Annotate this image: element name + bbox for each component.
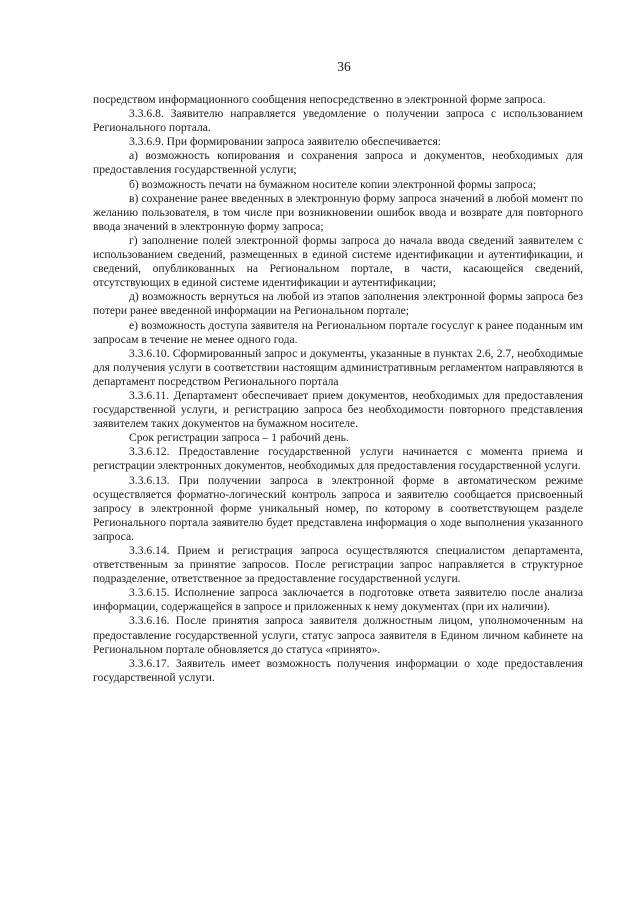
paragraph: 3.3.6.12. Предоставление государственной услуги начинается с момента приема и регистрации электронных документов, необходимых для предоставления государственной услуги. bbox=[93, 445, 583, 473]
paragraph: а) возможность копирования и сохранения запроса и документов, необходимых для предоставления государственной услуги; bbox=[93, 149, 583, 177]
paragraph: 3.3.6.11. Департамент обеспечивает прием документов, необходимых для предоставления государственной услуги, и регистрацию запроса без необходимости повторного представления заявителем таких документов на бумажном носителе. bbox=[93, 388, 583, 431]
paragraph: е) возможность доступа заявителя на Региональном портале госуслуг к ранее поданным им запросам в течение не менее одного года. bbox=[93, 318, 583, 346]
paragraph: 3.3.6.13. При получении запроса в электронной форме в автоматическом режиме осуществляется форматно-логический контроль запроса и заявителю сообщается присвоенный запросу в электронной форме уникальный номер, по которому в соответствующем разделе Регионального портала заявителю будет представлена информация о ходе выполнения указанного запроса. bbox=[93, 473, 583, 543]
paragraph: 3.3.6.15. Исполнение запроса заключается в подготовке ответа заявителю после анализа информации, содержащейся в запросе и приложенных к нему документах (при их наличии). bbox=[93, 586, 583, 614]
paragraph: г) заполнение полей электронной формы запроса до начала ввода сведений заявителем с использованием сведений, размещенных в единой системе идентификации и аутентификации, и сведений, опубликованных на Региональном портале, в части, касающейся сведений, отсутствующих в единой системе идентификации и аутентификации; bbox=[93, 233, 583, 290]
paragraph: д) возможность вернуться на любой из этапов заполнения электронной формы запроса без потери ранее введенной информации на Региональном портале; bbox=[93, 290, 583, 318]
paragraph: б) возможность печати на бумажном носителе копии электронной формы запроса; bbox=[129, 177, 537, 191]
paragraph: 3.3.6.14. Прием и регистрация запроса осуществляются специалистом департамента, ответственным за принятие запросов. После регистрации запрос направляется в структурное подразделение, ответственное за предоставление государственной услуги. bbox=[93, 544, 583, 586]
document-body bbox=[93, 93, 583, 685]
page-number: 36 bbox=[337, 59, 351, 74]
paragraph: 3.3.6.10. Сформированный запрос и документы, указанные в пунктах 2.6, 2.7, необходимые для получения услуги в соответствии настоящим административным регламентом направляются в департамент посредством Регионального портала bbox=[93, 346, 583, 388]
paragraph: в) сохранение ранее введенных в электронную форму запроса значений в любой момент по желанию пользователя, в том числе при возникновении ошибок ввода и возврате для повторного ввода значений в электронную форму запроса; bbox=[93, 191, 583, 233]
paragraph: Срок регистрации запроса – 1 рабочий день. bbox=[129, 431, 349, 445]
paragraph: 3.3.6.17. Заявитель имеет возможность получения информации о ходе предоставления государственной услуги. bbox=[93, 656, 583, 684]
paragraph: посредством информационного сообщения непосредственно в электронной форме запроса. bbox=[93, 93, 546, 106]
paragraph: 3.3.6.8. Заявителю направляется уведомление о получении запроса с использованием Регионального портала. bbox=[93, 107, 583, 135]
paragraph: 3.3.6.9. При формировании запроса заявителю обеспечивается: bbox=[129, 135, 442, 149]
paragraph: 3.3.6.16. После принятия запроса заявителя должностным лицом, уполномоченным на предоставление государственной услуги, статус запроса заявителя в Едином личном кабинете на Региональном портале обновляется до статуса «принято». bbox=[93, 614, 583, 656]
